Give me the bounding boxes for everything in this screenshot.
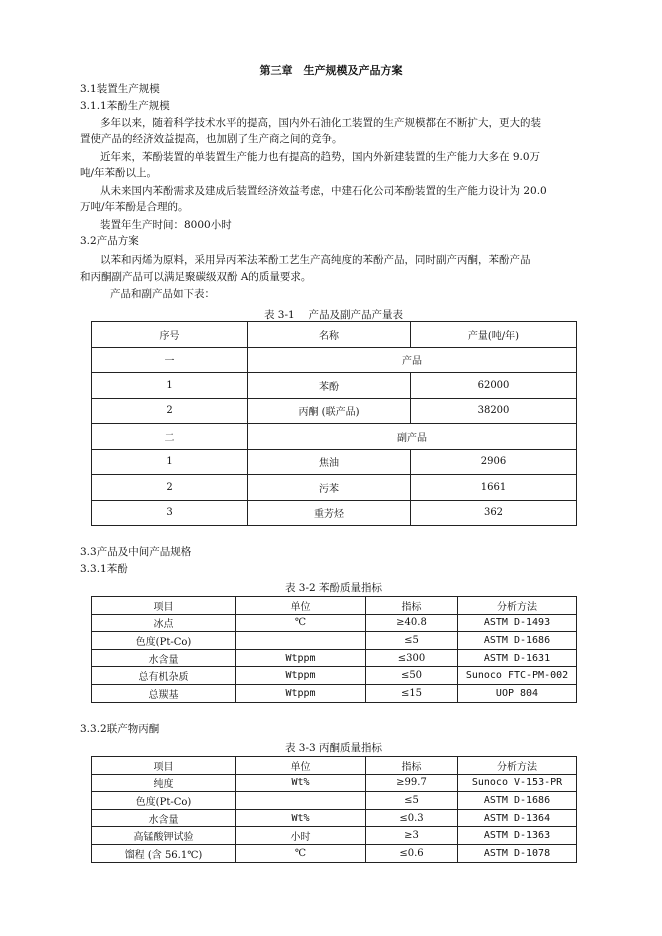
item-cell: 总羰基 <box>92 684 236 702</box>
paragraph-2-line-2: 吨/年苯酚以上。 <box>80 167 158 179</box>
unit-cell <box>236 792 366 810</box>
header-cell: 产量(吨/年) <box>411 322 577 348</box>
method-cell: UOP 804 <box>458 684 577 702</box>
header-cell: 分析方法 <box>458 597 577 615</box>
table-row <box>92 792 577 810</box>
item-cell: 色度(Pt-Co) <box>92 632 236 650</box>
paragraph-2-line-1: 近年来，苯酚装置的单装置生产能力也有提高的趋势，国内外新建装置的生产能力大多在 9.0万 <box>100 151 541 163</box>
row-number: 1 <box>92 373 248 399</box>
table-header-row <box>92 757 577 775</box>
table-3-3-caption: 表 3-3 丙酮质量指标 <box>284 742 383 754</box>
table-row <box>92 827 577 845</box>
product-output-table <box>91 321 577 526</box>
table-row <box>92 844 577 862</box>
table-row <box>92 449 577 475</box>
table-row <box>92 475 577 501</box>
method-cell: ASTM D-1631 <box>458 649 577 667</box>
spec-cell: ≥99.7 <box>366 774 458 792</box>
product-quantity: 1661 <box>411 475 577 501</box>
spec-cell: ≤5 <box>366 632 458 650</box>
paragraph-1-line-1: 多年以来，随着科学技术水平的提高，国内外石油化工装置的生产规模都在不断扩大，更大的装 <box>100 117 541 129</box>
unit-cell: ℃ <box>236 844 366 862</box>
table-3-1-caption: 表 3-1 产品及副产品产量表 <box>263 309 404 321</box>
product-quantity: 2906 <box>411 449 577 475</box>
product-quantity: 362 <box>411 500 577 526</box>
method-cell: ASTM D-1493 <box>458 614 577 632</box>
method-cell: ASTM D-1686 <box>458 792 577 810</box>
header-cell: 单位 <box>236 597 366 615</box>
header-cell: 单位 <box>236 757 366 775</box>
header-cell: 项目 <box>92 757 236 775</box>
phenol-quality-table <box>91 596 577 703</box>
group-index: 二 <box>92 424 248 450</box>
acetone-quality-table <box>91 756 577 863</box>
spec-cell: ≤5 <box>366 792 458 810</box>
item-cell: 馏程 (含 56.1℃) <box>92 844 236 862</box>
table-row <box>92 774 577 792</box>
unit-cell <box>236 632 366 650</box>
paragraph-4-line-1: 装置年生产时间：8000小时 <box>100 219 232 231</box>
table-header-row <box>92 597 577 615</box>
table-header-row <box>92 322 577 348</box>
method-cell: ASTM D-1364 <box>458 809 577 827</box>
paragraph-6-line-1: 产品和副产品如下表： <box>110 288 215 300</box>
header-cell: 指标 <box>366 757 458 775</box>
group-row-byproducts <box>92 424 577 450</box>
table-row <box>92 684 577 702</box>
table-row <box>92 667 577 685</box>
paragraph-3-line-2: 万吨/年苯酚是合理的。 <box>80 201 189 213</box>
section-3-1-heading: 3.1装置生产规模 <box>80 83 160 95</box>
product-name: 苯酚 <box>248 373 411 399</box>
table-row <box>92 373 577 399</box>
section-3-3-2-heading: 3.3.2联产物丙酮 <box>80 723 160 735</box>
item-cell: 冰点 <box>92 614 236 632</box>
spec-cell: ≤300 <box>366 649 458 667</box>
method-cell: ASTM D-1686 <box>458 632 577 650</box>
product-name: 污苯 <box>248 475 411 501</box>
item-cell: 纯度 <box>92 774 236 792</box>
paragraph-5-line-1: 以苯和丙烯为原料，采用异丙苯法苯酚工艺生产高纯度的苯酚产品，同时副产丙酮，苯酚产品 <box>100 254 531 266</box>
chapter-title: 第三章 生产规模及产品方案 <box>259 64 403 77</box>
table-row <box>92 632 577 650</box>
item-cell: 水含量 <box>92 809 236 827</box>
method-cell: Sunoco FTC-PM-002 <box>458 667 577 685</box>
header-cell: 序号 <box>92 322 248 348</box>
row-number: 2 <box>92 475 248 501</box>
paragraph-3-line-1: 从未来国内苯酚需求及建成后装置经济效益考虑，中建石化公司苯酚装置的生产能力设计为 20.0 <box>100 185 547 197</box>
paragraph-5-line-2: 和丙酮副产品可以满足聚碳级双酚 A的质量要求。 <box>80 271 312 283</box>
item-cell: 色度(Pt-Co) <box>92 792 236 810</box>
table-row <box>92 500 577 526</box>
method-cell: Sunoco V-153-PR <box>458 774 577 792</box>
unit-cell: ℃ <box>236 614 366 632</box>
paragraph-1-line-2: 置使产品的经济效益提高，也加剧了生产商之间的竞争。 <box>80 133 343 145</box>
spec-cell: ≤0.3 <box>366 809 458 827</box>
group-row-products <box>92 347 577 373</box>
table-row <box>92 649 577 667</box>
spec-cell: ≥40.8 <box>366 614 458 632</box>
method-cell: ASTM D-1363 <box>458 827 577 845</box>
section-3-3-heading: 3.3产品及中间产品规格 <box>80 546 192 558</box>
spec-cell: ≥3 <box>366 827 458 845</box>
item-cell: 高锰酸钾试验 <box>92 827 236 845</box>
row-number: 2 <box>92 398 248 424</box>
group-index: 一 <box>92 347 248 373</box>
unit-cell: 小时 <box>236 827 366 845</box>
product-name: 丙酮 (联产品) <box>248 398 411 424</box>
group-label: 产品 <box>248 347 577 373</box>
table-row <box>92 398 577 424</box>
item-cell: 总有机杂质 <box>92 667 236 685</box>
header-cell: 名称 <box>248 322 411 348</box>
row-number: 1 <box>92 449 248 475</box>
spec-cell: ≤15 <box>366 684 458 702</box>
unit-cell: Wt% <box>236 774 366 792</box>
header-cell: 指标 <box>366 597 458 615</box>
group-label: 副产品 <box>248 424 577 450</box>
row-number: 3 <box>92 500 248 526</box>
product-name: 重芳烃 <box>248 500 411 526</box>
item-cell: 水含量 <box>92 649 236 667</box>
section-3-3-1-heading: 3.3.1苯酚 <box>80 563 128 575</box>
product-quantity: 38200 <box>411 398 577 424</box>
unit-cell: Wt% <box>236 809 366 827</box>
product-quantity: 62000 <box>411 373 577 399</box>
table-row <box>92 809 577 827</box>
spec-cell: ≤50 <box>366 667 458 685</box>
header-cell: 项目 <box>92 597 236 615</box>
section-3-2-heading: 3.2产品方案 <box>80 235 139 247</box>
method-cell: ASTM D-1078 <box>458 844 577 862</box>
unit-cell: Wtppm <box>236 649 366 667</box>
table-3-2-caption: 表 3-2 苯酚质量指标 <box>284 582 383 594</box>
spec-cell: ≤0.6 <box>366 844 458 862</box>
section-3-1-1-heading: 3.1.1苯酚生产规模 <box>80 100 170 112</box>
table-row <box>92 614 577 632</box>
unit-cell: Wtppm <box>236 684 366 702</box>
header-cell: 分析方法 <box>458 757 577 775</box>
unit-cell: Wtppm <box>236 667 366 685</box>
product-name: 焦油 <box>248 449 411 475</box>
